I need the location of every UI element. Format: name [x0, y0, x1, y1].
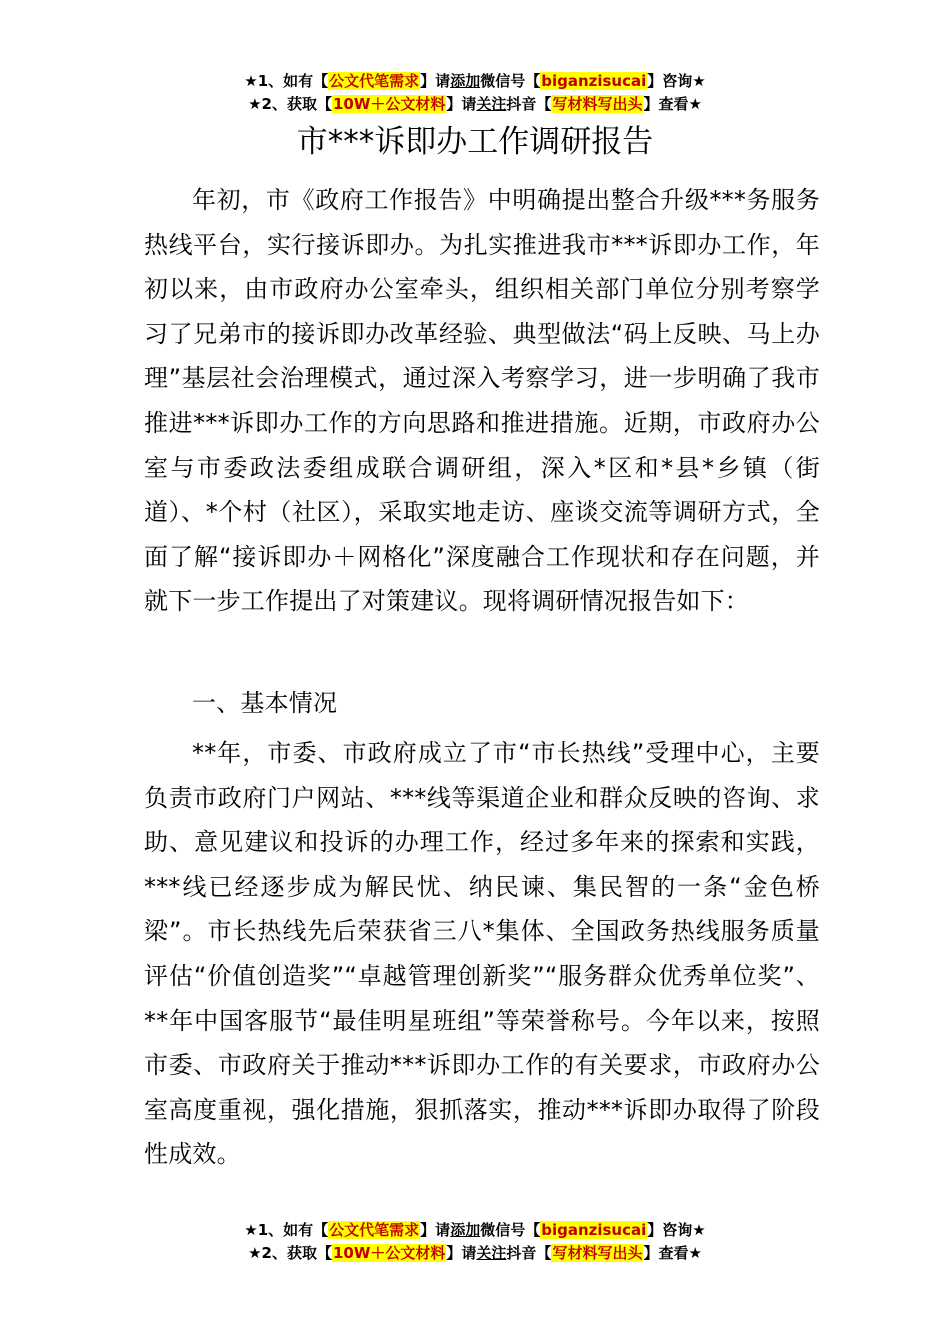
- paragraph-text: 年初，市《政府工作报告》中明确提出整合升级***务服务热线平台，实行接诉即办。为扎实推进我市***诉即办工作，年初以来，由市政府办公室牵头，组织相关部门单位分别考察学习了兄弟市的接诉即办改革经验、典型做法“码上反映、马上办理”基层社会治理模式，通过深入考察学习，进一步明确了我市推进***诉即办工作的方向思路和推进措施。近期，市政府办公室与市委政法委组成联合调研组，深入*区和*县*乡镇（街道）、*个村（社区），采取实地走访、座谈交流等调研方式，全面了解“接诉即办＋网格化”深度融合工作现状和存在问题，并就下一步工作提出了对策建议。现将调研情况报告如下：: [144, 186, 820, 616]
- promo-underlined-add: 添加: [450, 1221, 481, 1239]
- promo-text: 抖音【: [506, 1244, 552, 1262]
- section-heading: [144, 681, 820, 726]
- promo-highlight-douyin: 写材料写出头: [552, 95, 643, 113]
- promo-text: 1、如有【: [257, 1221, 329, 1239]
- paragraph-text: **年，市委、市政府成立了市“市长热线”受理中心，主要负责市政府门户网站、***线等渠道企业和群众反映的咨询、求助、意见建议和投诉的办理工作，经过多年来的探索和实践，***线已经逐步成为解民忧、纳民谏、集民智的一条“金色桥梁”。市长热线先后荣获省三八*集体、全国政务热线服务质量评估“价值创造奖”“卓越管理创新奖”“服务群众优秀单位奖”、**年中国客服节“最佳明星班组”等荣誉称号。今年以来，按照市委、市政府关于推动***诉即办工作的有关要求，市政府办公室高度重视，强化措施，狠抓落实，推动***诉即办取得了阶段性成效。: [144, 739, 820, 1169]
- promo-text: 2、获取【: [261, 1244, 332, 1262]
- promo-text: 2、获取【: [261, 95, 332, 113]
- promo-text: 】查看★: [643, 1244, 702, 1262]
- promo-line-1: [0, 1219, 950, 1242]
- promo-text: 】咨询★: [647, 72, 706, 90]
- promo-text: 抖音【: [506, 95, 552, 113]
- promo-text: 1、如有【: [257, 72, 329, 90]
- promo-highlight-wechat: biganzisucai: [541, 1221, 647, 1239]
- document-title: 市***诉即办工作调研报告: [296, 124, 654, 160]
- promo-text: 】请: [446, 95, 477, 113]
- promo-highlight-douyin: 写材料写出头: [552, 1244, 643, 1262]
- promo-highlight-service: 公文代笔需求: [329, 1221, 420, 1239]
- star-icon: ★: [244, 72, 258, 90]
- body-paragraph-2: [144, 731, 820, 1177]
- promo-underlined-follow: 关注: [476, 1244, 507, 1262]
- promo-line-1: [0, 70, 950, 93]
- promo-line-2: [0, 93, 950, 116]
- promo-highlight-service: 公文代笔需求: [329, 72, 420, 90]
- body-paragraph-1: [144, 178, 820, 624]
- promo-line-2: [0, 1242, 950, 1265]
- promo-underlined-add: 添加: [450, 72, 481, 90]
- promo-text: 微信号【: [480, 72, 541, 90]
- promo-highlight-wechat: biganzisucai: [541, 72, 647, 90]
- star-icon: ★: [244, 1221, 258, 1239]
- promo-underlined-follow: 关注: [476, 95, 507, 113]
- promo-text: 微信号【: [480, 1221, 541, 1239]
- promo-text: 】请: [420, 72, 451, 90]
- star-icon: ★: [248, 1244, 262, 1262]
- promo-text: 】查看★: [643, 95, 702, 113]
- promo-text: 】请: [446, 1244, 477, 1262]
- section-heading-text: 一、基本情况: [192, 689, 338, 717]
- promo-text: 】咨询★: [647, 1221, 706, 1239]
- promo-highlight-materials: 10W＋公文材料: [332, 95, 446, 113]
- star-icon: ★: [248, 95, 262, 113]
- promo-text: 】请: [420, 1221, 451, 1239]
- promo-highlight-materials: 10W＋公文材料: [332, 1244, 446, 1262]
